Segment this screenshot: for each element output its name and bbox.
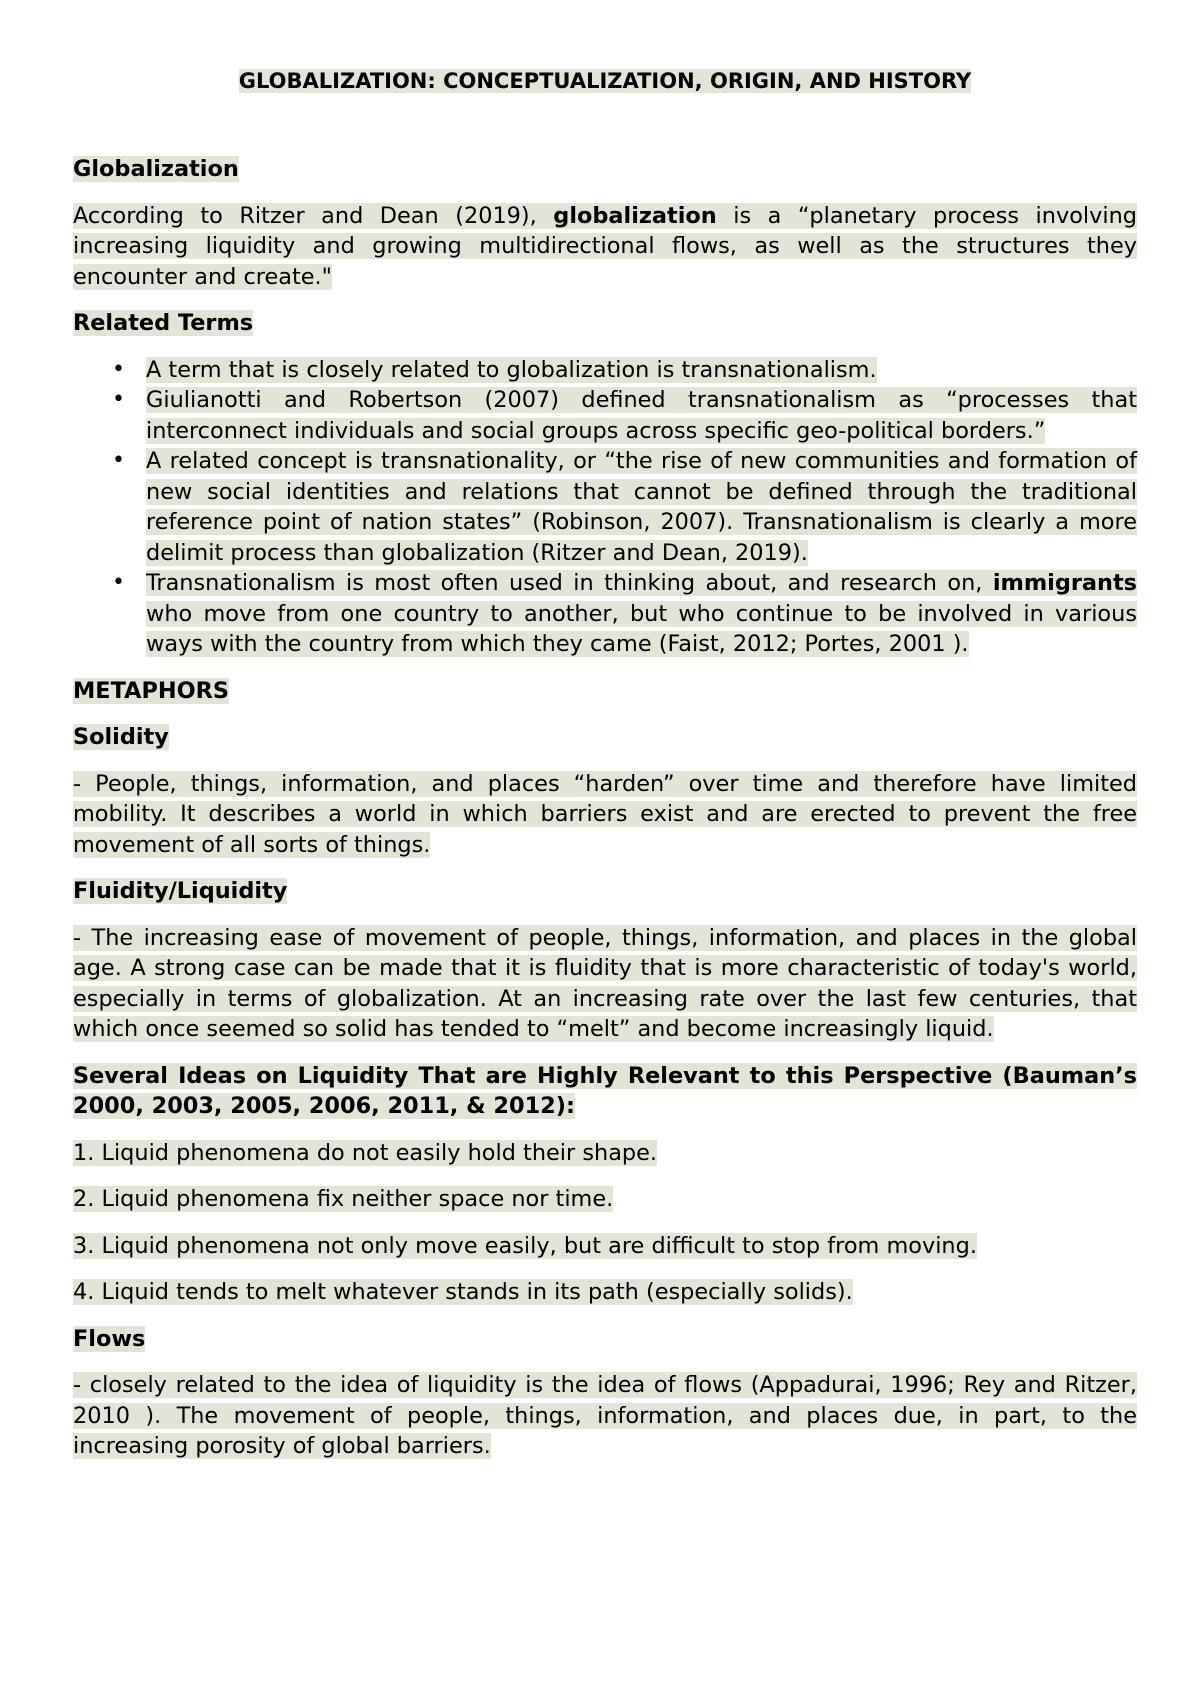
globalization-def-lead: According to Ritzer and Dean (2019), bbox=[73, 202, 554, 229]
list-item bbox=[112, 385, 1137, 446]
fluidity-paragraph bbox=[73, 923, 1137, 1045]
liquidity-idea-4 bbox=[73, 1277, 1137, 1308]
liquidity-idea-2 bbox=[73, 1184, 1137, 1215]
globalization-definition-text bbox=[73, 203, 1137, 290]
bullet-icon: • bbox=[112, 448, 125, 473]
document-page bbox=[73, 66, 1137, 1478]
globalization-def-bold: globalization bbox=[553, 202, 717, 229]
section-heading-metaphors bbox=[73, 676, 1137, 707]
bullet-icon: • bbox=[112, 387, 125, 412]
related-term-4-text bbox=[146, 570, 1137, 657]
flows-text: - closely related to the idea of liquidity is the idea of flows (Appadurai, 1996; Rey and Ritzer, 2010 ). The movement of people, things, information, and places due, in part, to the increasing porosity of global barriers. bbox=[73, 1372, 1137, 1459]
related-term-1-text: A term that is closely related to globalization is transnationalism. bbox=[146, 356, 877, 383]
bullet-icon: • bbox=[112, 356, 125, 382]
list-item bbox=[112, 355, 1137, 386]
section-heading-liquidity-ideas bbox=[73, 1061, 1137, 1122]
section-heading-fluidity bbox=[73, 876, 1137, 907]
liquidity-idea-3 bbox=[73, 1231, 1137, 1262]
related-term-2-text: Giulianotti and Robertson (2007) defined transnationalism as “processes that interconnect individuals and social groups across specific geo-political borders.” bbox=[146, 387, 1137, 444]
related-term-4-rest: who move from one country to another, but who continue to be involved in various ways with the country from which they came (Faist, 2012; Portes, 2001 ). bbox=[146, 600, 1137, 657]
solidity-text: - People, things, information, and places “harden” over time and therefore have limited mobility. It describes a world in which barriers exist and are erected to prevent the free movement of all sorts of things. bbox=[73, 770, 1137, 858]
related-terms-list bbox=[73, 355, 1137, 660]
document-title-text: GLOBALIZATION: CONCEPTUALIZATION, ORIGIN, AND HISTORY bbox=[238, 69, 972, 93]
related-term-3-text: A related concept is transnationality, or “the rise of new communities and formation of new social identities and relations that cannot be defined through the traditional reference point of nation states” (Robinson, 2007). Transnationalism is clearly a more delimit process than globalization (Ritzer and Dean, 2019). bbox=[146, 448, 1137, 566]
metaphors-heading-text: METAPHORS bbox=[73, 677, 229, 704]
liquidity-ideas-heading-text: Several Ideas on Liquidity That are Highly Relevant to this Perspective (Bauman’s 2000, 2003, 2005, 2006, 2011, & 2012): bbox=[73, 1062, 1137, 1119]
globalization-definition-paragraph bbox=[73, 201, 1137, 293]
section-heading-related-terms bbox=[73, 308, 1137, 339]
fluidity-text: - The increasing ease of movement of people, things, information, and places in the global age. A strong case can be made that it is fluidity that is more characteristic of today's world, especially in terms of globalization. At an increasing rate over the last few centuries, that which once seemed so solid has tended to “melt” and become increasingly liquid. bbox=[73, 924, 1137, 1042]
fluidity-heading-text: Fluidity/Liquidity bbox=[73, 878, 288, 904]
section-heading-flows bbox=[73, 1324, 1137, 1355]
solidity-paragraph bbox=[73, 769, 1137, 861]
flows-paragraph bbox=[73, 1370, 1137, 1462]
flows-heading-text: Flows bbox=[73, 1325, 146, 1352]
liquidity-idea-1 bbox=[73, 1138, 1137, 1169]
liquidity-idea-4-text: 4. Liquid tends to melt whatever stands in its path (especially solids). bbox=[73, 1279, 853, 1305]
list-item bbox=[112, 446, 1137, 568]
related-term-4-lead: Transnationalism is most often used in thinking about, and research on, bbox=[146, 570, 993, 596]
globalization-heading-text: Globalization bbox=[73, 156, 239, 182]
list-item bbox=[112, 568, 1137, 660]
liquidity-idea-1-text: 1. Liquid phenomena do not easily hold their shape. bbox=[73, 1139, 658, 1166]
liquidity-idea-3-text: 3. Liquid phenomena not only move easily, but are difficult to stop from moving. bbox=[73, 1232, 977, 1259]
section-heading-solidity bbox=[73, 722, 1137, 753]
related-term-4-bold: immigrants bbox=[992, 570, 1137, 596]
document-title bbox=[73, 66, 1137, 96]
related-terms-heading-text: Related Terms bbox=[73, 310, 254, 336]
liquidity-idea-2-text: 2. Liquid phenomena fix neither space nor time. bbox=[73, 1186, 614, 1212]
bullet-icon: • bbox=[112, 570, 125, 595]
globalization-def-rest: is a “planetary process involving increasing liquidity and growing multidirectional flows, as well as the structures they encounter and create." bbox=[73, 202, 1137, 290]
solidity-heading-text: Solidity bbox=[73, 724, 169, 750]
section-heading-globalization bbox=[73, 154, 1137, 185]
